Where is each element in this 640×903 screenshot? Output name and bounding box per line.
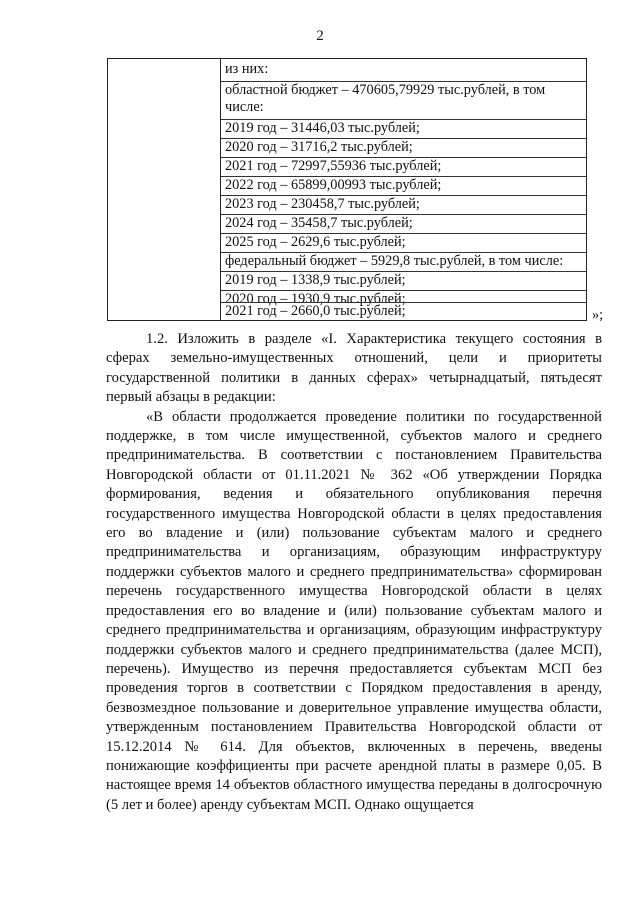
amended-text-paragraph: «В области продолжается проведение политики по государственной поддержке, в том числе имущественной, субъектов малого и среднего предпринимательства. В соответствии с постановлением Правительства Новгородской области от 01.11.2021 № 362 «Об утверждении Порядка формирования, ведения и обязательного опубликования перечня государственного имущества Новгородской области в целях предоставления его во владение и (или) пользование субъектам малого и среднего предпринимательства и организациям, образующим инфраструктуру поддержки субъектов малого и среднего предпринимательства» сформирован перечень государственного имущества Новгородской области в целях предоставления его во владение и (или) пользование субъектам малого и среднего предпринимательства и организациям, образующим инфраструктуру поддержки субъектов малого и среднего предпринимательства (далее МСП), перечень). Имущество из перечня предоставляется субъектам МСП без проведения торгов в соответствии с Порядком предоставления в аренду, безвозмездное пользование и доверительное управление имущества области, утвержденным постановлением Правительства Новгородской области от 15.12.2014 № 614. Для объектов, включенных в перечень, введены понижающие коэффициенты при расчете арендной платы в размере 0,05. В настоящее время 14 объектов областного имущества переданы в долгосрочную (5 лет и более) аренду субъектам МСП. Однако ощущается: [106, 408, 602, 813]
budget-line-regional-2022: 2022 год – 65899,00993 тыс.рублей;: [221, 176, 586, 194]
table-budget-cell: [221, 59, 586, 320]
budget-line-regional-2020: 2020 год – 31716,2 тыс.рублей;: [221, 138, 586, 156]
budget-line-regional-2023: 2023 год – 230458,7 тыс.рублей;: [221, 195, 586, 213]
budget-line-federal-total: федеральный бюджет – 5929,8 тыс.рублей, в том числе:: [221, 252, 586, 270]
budget-line-intro: из них:: [225, 61, 269, 77]
budget-line-regional-total: областной бюджет – 470605,79929 тыс.рублей, в том числе:: [221, 81, 586, 116]
amendment-instruction-paragraph: 1.2. Изложить в разделе «I. Характеристика текущего состояния в сферах земельно-имущественных отношений, цели и приоритеты государственной политики в данных сферах» четырнадцатый, пятьдесят первый абзацы в редакции:: [106, 331, 602, 406]
budget-line-regional-2024: 2024 год – 35458,7 тыс.рублей;: [221, 214, 586, 232]
budget-table: [107, 58, 587, 321]
budget-line-regional-2019: 2019 год – 31446,03 тыс.рублей;: [221, 119, 586, 137]
budget-line-federal-2021: 2021 год – 2660,0 тыс.рублей;: [221, 302, 586, 320]
budget-line-federal-2020: 2020 год – 1930,9 тыс.рублей;: [221, 290, 586, 308]
budget-line-federal-2019: 2019 год – 1338,9 тыс.рублей;: [221, 271, 586, 289]
budget-line-regional-2025: 2025 год – 2629,6 тыс.рублей;: [221, 233, 586, 251]
document-body: [106, 330, 602, 815]
table-closing-quote: »;: [592, 307, 604, 323]
table-empty-cell: [108, 59, 221, 320]
page-number: 2: [316, 28, 324, 44]
budget-line-regional-2021: 2021 год – 72997,55936 тыс.рублей;: [221, 157, 586, 175]
